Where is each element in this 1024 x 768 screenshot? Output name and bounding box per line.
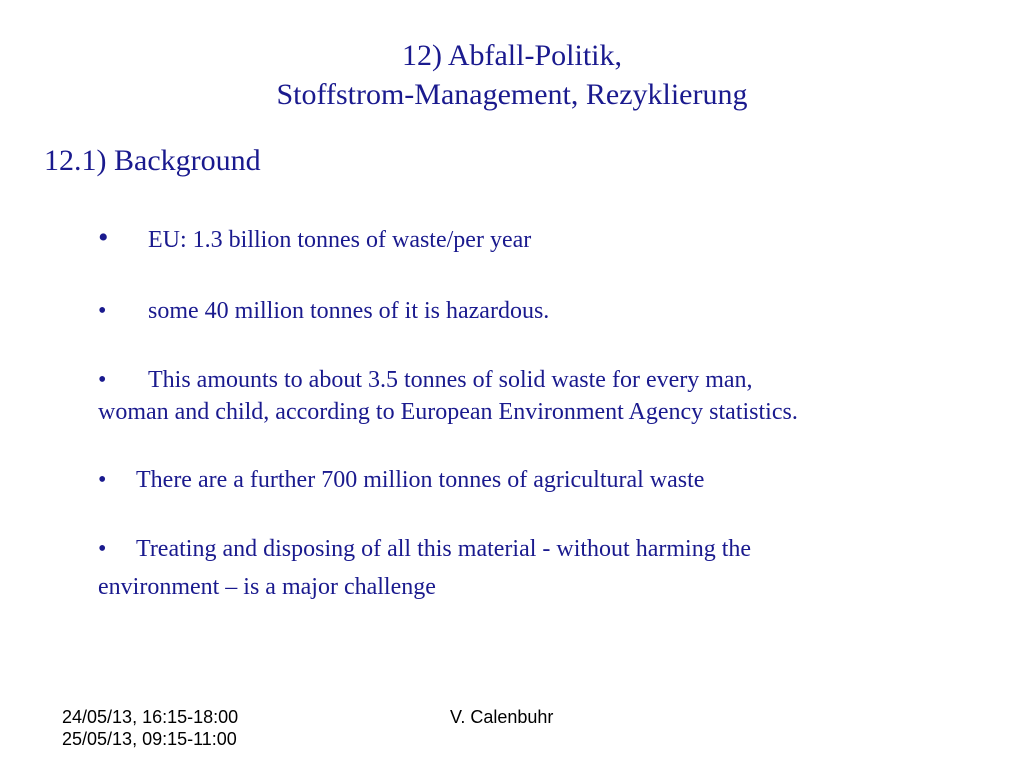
footer-author: V. Calenbuhr	[450, 707, 554, 727]
bullet-marker: •	[98, 221, 109, 254]
bullet-text: There are a further 700 million tonnes of agricultural waste	[136, 467, 705, 493]
bullet-text: Treating and disposing of all this material - without harming the	[136, 536, 752, 562]
bullet-item-4	[98, 464, 704, 496]
section-heading: 12.1) Background	[44, 144, 261, 177]
bullet-item-2	[98, 295, 549, 327]
footer-date-line-1: 24/05/13, 16:15-18:00	[62, 707, 239, 727]
bullet-text: EU: 1.3 billion tonnes of waste/per year	[148, 227, 532, 253]
bullet-text: some 40 million tonnes of it is hazardous.	[148, 298, 550, 324]
slide-title-line-1: 12) Abfall-Politik,	[402, 39, 622, 72]
bullet-item-3	[98, 364, 798, 428]
footer-dates	[62, 706, 238, 750]
footer-date-line-2: 25/05/13, 09:15-11:00	[62, 729, 237, 749]
bullet-continuation: environment – is a major challenge	[98, 574, 436, 600]
slide-title-line-2: Stoffstrom-Management, Rezyklierung	[276, 78, 748, 111]
bullet-text: This amounts to about 3.5 tonnes of solid waste for every man,	[148, 367, 753, 393]
bullet-marker: •	[98, 298, 107, 324]
bullet-item-5	[98, 533, 751, 603]
bullet-marker: •	[98, 467, 107, 493]
bullet-marker: •	[98, 536, 107, 562]
slide-title	[0, 36, 1024, 114]
bullet-marker: •	[98, 367, 107, 393]
bullet-continuation: woman and child, according to European Environment Agency statistics.	[98, 399, 798, 425]
bullet-item-1	[98, 222, 531, 256]
